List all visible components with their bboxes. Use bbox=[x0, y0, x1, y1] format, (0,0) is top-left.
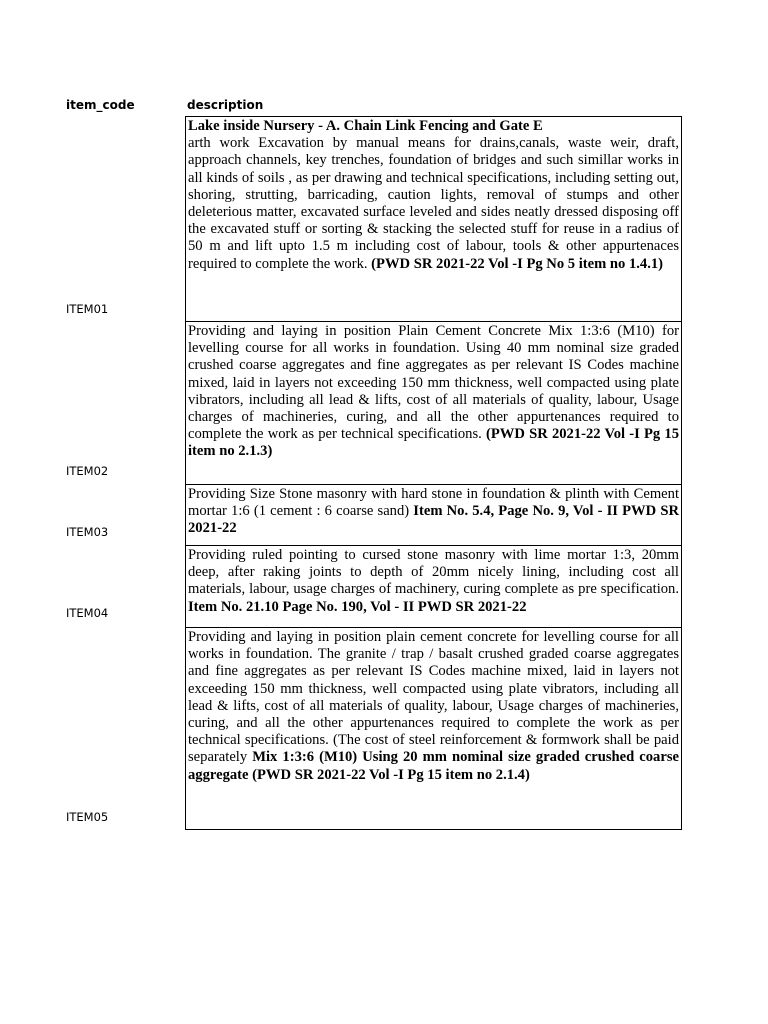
description-text: Providing and laying in position Plain Cement Concrete Mix 1:3:6 (M10) for levelling course for all works in foundation. Using 40 mm nominal size graded crushed coarse aggregates and fine aggregates as per relevant IS Codes machine mixed, laid in layers not exceeding 150 mm thickness, well compacted using plate vibrators, including all lead & lifts, cost of all materials of quality, labour, Usage charges of machineries, curing, and all the other appurtenances required to complete the work as per technical specifications. bbox=[188, 323, 679, 443]
description-text: arth work Excavation by manual means for drains,canals, waste weir, draft, approach channels, key trenches, foundation of bridges and such simillar works in all kinds of soils , as per drawing and technical specifications, including setting out, shoring, strutting, barricading, caution lights, removal of stumps and other deleterious matter, excavated surface leveled and sides neatly dressed disposing off the excavated stuff or sorting & stacking the selected stuff for reuse in a radius of 50 m and lift upto 1.5 m including cost of labour, tools & other appurtenaces required to complete the work. bbox=[188, 135, 679, 272]
item-code: ITEM04 bbox=[66, 606, 109, 620]
item-code: ITEM03 bbox=[66, 525, 109, 539]
description-reference: Item No. 5.4, Page No. 9, Vol - II PWD SR 2021-22 bbox=[188, 503, 679, 537]
description-text: Providing ruled pointing to cursed stone masonry with lime mortar 1:3, 20mm deep, after raking joints to depth of 20mm nicely lining, including cost all materials, labour, usage charges of machinery, curing complete as pre specification. bbox=[188, 547, 679, 598]
description-cell bbox=[186, 321, 681, 484]
description-cell bbox=[186, 117, 681, 321]
description-reference: (PWD SR 2021-22 Vol -I Pg No 5 item no 1.4.1) bbox=[371, 255, 664, 272]
description-cell bbox=[186, 627, 681, 829]
item-code: ITEM01 bbox=[66, 302, 109, 316]
description-reference: Item No. 21.10 Page No. 190, Vol - II PWD SR 2021-22 bbox=[188, 598, 527, 615]
column-header-description: description bbox=[187, 98, 264, 112]
column-header-item-code: item_code bbox=[66, 98, 135, 112]
item-code: ITEM05 bbox=[66, 810, 109, 824]
description-text: Providing and laying in position plain cement concrete for levelling course for all works in foundation. The granite / trap / basalt crushed graded coarse aggregates and fine aggregates as per relevant IS Codes machine mixed, laid in layers not exceeding 150 mm thickness, well compacted using plate vibrators, including all lead & lifts, cost of all materials of quality, labour, Usage charges of machineries, curing, and all the other appurtenances required to complete the work as per technical specifications. (The cost of steel reinforcement & formwork shall be paid separately bbox=[188, 629, 679, 766]
item-code: ITEM02 bbox=[66, 464, 109, 478]
description-text: Providing Size Stone masonry with hard stone in foundation & plinth with Cement mortar 1:6 (1 cement : 6 coarse sand) bbox=[188, 486, 679, 520]
description-cell bbox=[186, 484, 681, 545]
description-reference: Mix 1:3:6 (M10) Using 20 mm nominal size graded crushed coarse aggregate (PWD SR 2021-22 Vol -I Pg 15 item no 2.1.4) bbox=[188, 749, 679, 783]
description-reference: (PWD SR 2021-22 Vol -I Pg 15 item no 2.1.3) bbox=[188, 426, 679, 460]
description-cell bbox=[186, 545, 681, 627]
section-title: Lake inside Nursery - A. Chain Link Fencing and Gate E bbox=[188, 118, 543, 134]
description-table bbox=[185, 116, 682, 830]
